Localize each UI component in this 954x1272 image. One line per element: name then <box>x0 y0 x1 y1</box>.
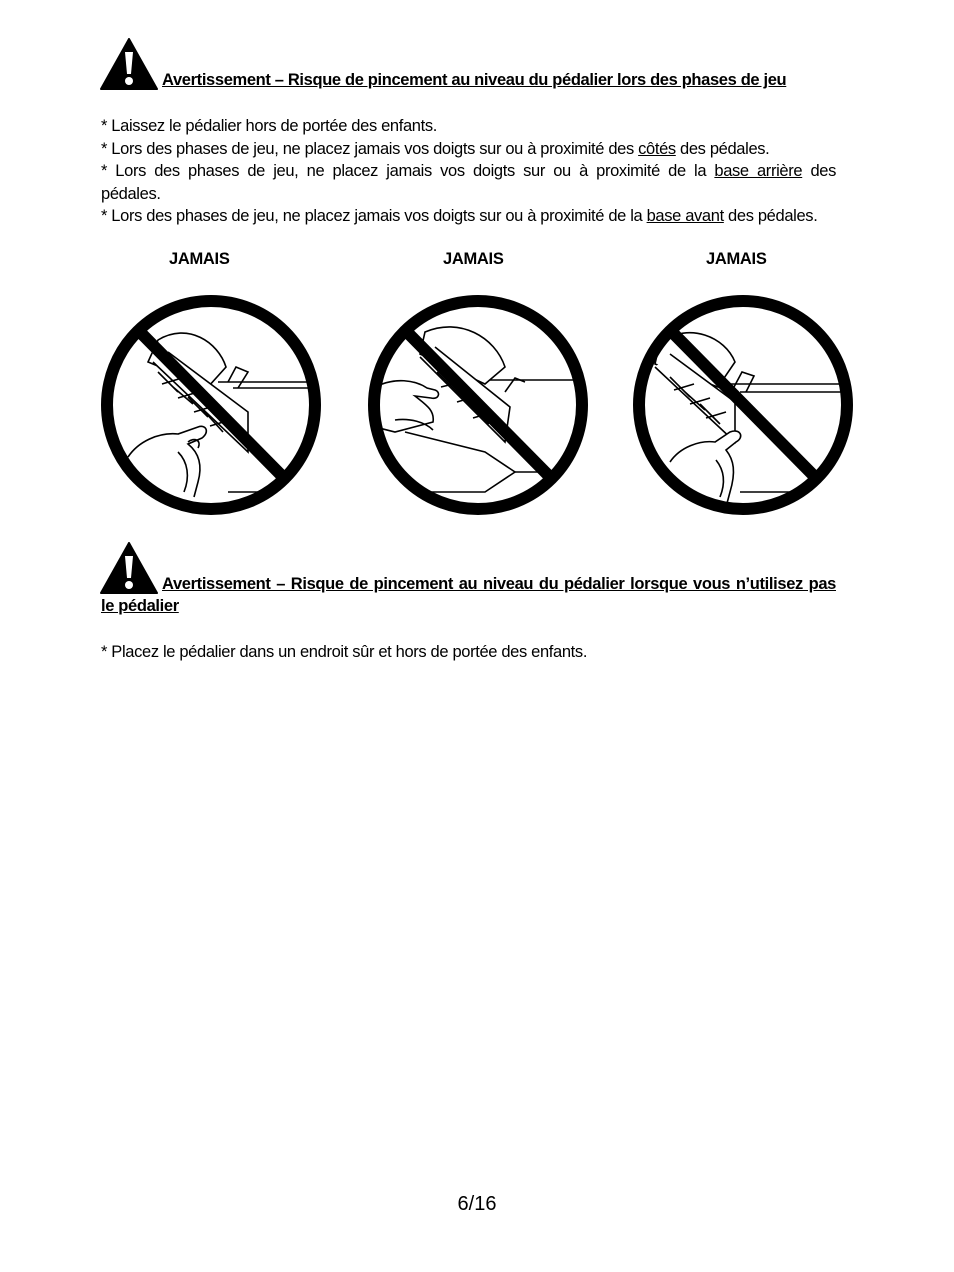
warning-title-2-line-2: le pédalier <box>101 597 179 615</box>
illustration-label-1: JAMAIS <box>169 250 230 268</box>
prohibited-side-pedal-illustration <box>98 292 324 518</box>
bullet-item: * Lors des phases de jeu, ne placez jamais vos doigts sur ou à proximité des côtés des pédales. <box>101 139 770 158</box>
warning-triangle-icon <box>100 542 158 594</box>
bullet-list-2 <box>101 641 836 664</box>
bullet-item: * Lors des phases de jeu, ne placez jamais vos doigts sur ou à proximité de la base arrière des pédales. <box>101 162 836 203</box>
bullet-item: * Lors des phases de jeu, ne placez jamais vos doigts sur ou à proximité de la base avant des pédales. <box>101 207 818 225</box>
bullet-item: * Laissez le pédalier hors de portée des enfants. <box>101 117 437 135</box>
page-number: 6/16 <box>457 1193 497 1215</box>
prohibited-front-base-illustration <box>630 292 856 518</box>
illustration-label-2: JAMAIS <box>443 250 504 268</box>
warning-triangle-icon <box>100 38 158 90</box>
illustration-label-3: JAMAIS <box>706 250 767 268</box>
bullet-list-1 <box>101 115 836 228</box>
prohibited-rear-base-illustration <box>365 292 591 518</box>
bullet-item: * Placez le pédalier dans un endroit sûr et hors de portée des enfants. <box>101 643 588 661</box>
warning-title-2-line-1: Avertissement – Risque de pincement au niveau du pédalier lorsque vous n’utilisez pas <box>162 575 836 593</box>
warning-title-1: Avertissement – Risque de pincement au niveau du pédalier lors des phases de jeu <box>162 71 787 89</box>
